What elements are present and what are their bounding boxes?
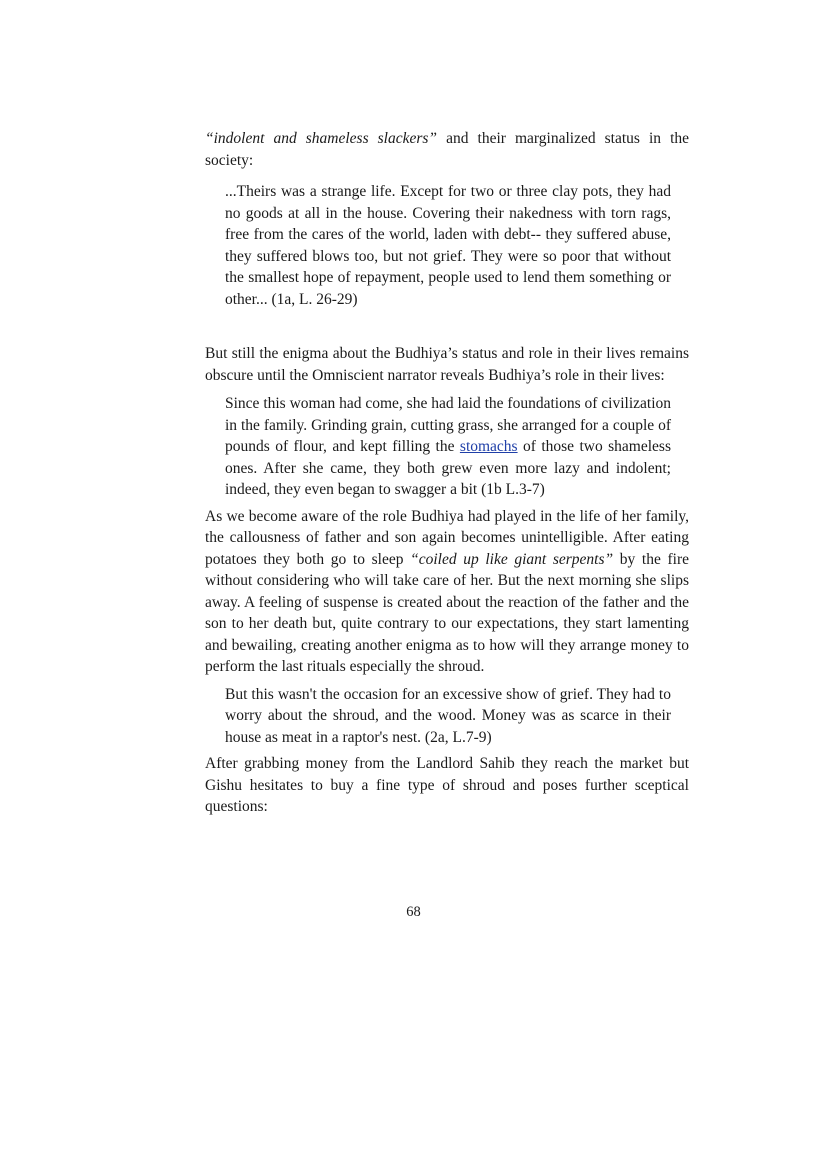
page-number: 68 xyxy=(406,904,421,920)
italic-quote: “indolent and shameless slackers” xyxy=(205,130,438,147)
block-quote-1: ...Theirs was a strange life. Except for two or three clay pots, they had no goods at all in the house. Covering their nakedness with torn rags, free from the cares of the world, laden with debt-- they suffered abuse, they suffered blows too, but not grief. They were so poor that without the smallest hope of repayment, people used to lend them something or other... (1a, L. 26-29) xyxy=(225,183,671,308)
italic-quote: “coiled up like giant serpents” xyxy=(410,550,614,568)
paragraph-2: But still the enigma about the Budhiya’s status and role in their lives remains obscure until the Omniscient narrator reveals Budhiya’s role in their lives: xyxy=(205,345,689,384)
stomachs-link[interactable]: stomachs xyxy=(459,438,518,455)
paragraph-text: and their marginalized status in the society: xyxy=(205,130,689,169)
block-quote-3: But this wasn't the occasion for an excessive show of grief. They had to worry about the shroud, and the wood. Money was as scarce in their house as meat in a raptor's nest. (2a, L.7-9) xyxy=(225,685,671,746)
paragraph-3 xyxy=(205,506,689,678)
paragraph-4: After grabbing money from the Landlord Sahib they reach the market but Gishu hesitates to buy a fine type of shroud and poses further sceptical questions: xyxy=(205,755,689,815)
paragraph-1 xyxy=(205,128,689,171)
quote-text: Since this woman had come, she had laid the foundations of civilization in the family. Grinding grain, cutting grass, she arranged for a couple of pounds of flour, and kept filling the xyxy=(225,395,671,455)
block-quote-2 xyxy=(205,393,689,501)
paragraph-text: As we become aware of the role Budhiya had played in the life of her family, the callousness of father and son again becomes unintelligible. After eating potatoes they both go to sleep xyxy=(205,507,689,568)
page-body xyxy=(205,128,689,818)
quote-text: of those two shameless ones. After she came, they both grew even more lazy and indolent; indeed, they even began to swagger a bit (1b L.3-7) xyxy=(225,438,671,498)
paragraph-text: by the fire without considering who will take care of her. But the next morning she slips away. A feeling of suspense is created about the reaction of the father and the son to her death but, quite contrary to our expectations, they start lamenting and bewailing, creating another enigma as to how will they arrange money to perform the last rituals especially the shroud. xyxy=(205,550,689,675)
